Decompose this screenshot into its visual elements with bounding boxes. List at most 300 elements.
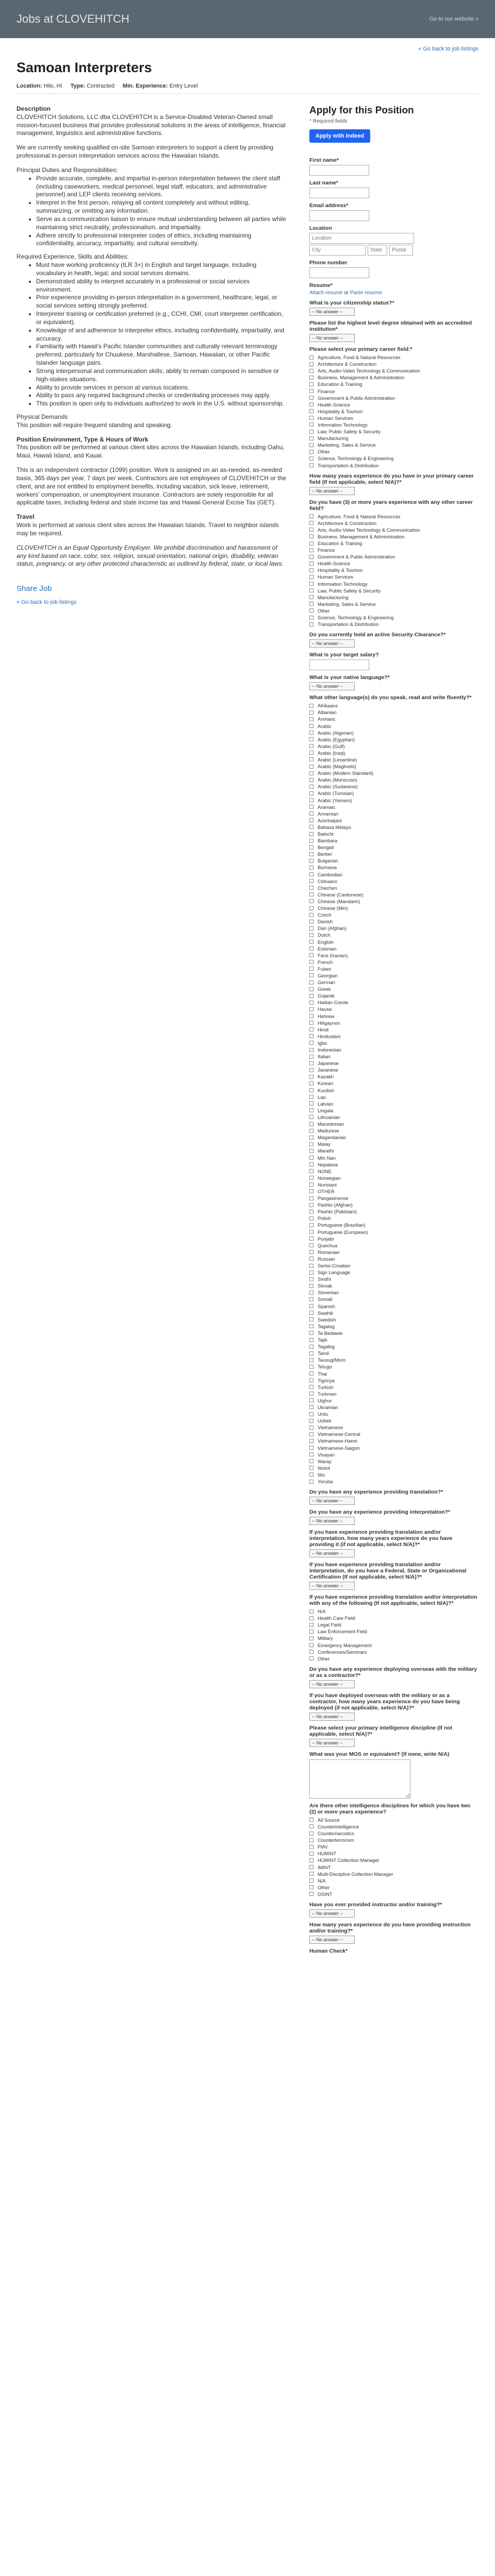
checkbox-option[interactable] — [309, 1330, 477, 1336]
checkbox-option[interactable] — [309, 1175, 477, 1181]
checkbox-option[interactable] — [309, 1303, 477, 1310]
checkbox[interactable] — [309, 1824, 314, 1828]
checkbox[interactable] — [309, 402, 314, 406]
checkbox[interactable] — [309, 879, 314, 883]
paste-resume-link[interactable]: Paste resume — [350, 290, 382, 296]
checkbox[interactable] — [309, 389, 314, 393]
checkbox-option[interactable] — [309, 722, 477, 729]
checkbox[interactable] — [309, 1452, 314, 1456]
last-name-input[interactable] — [309, 188, 369, 198]
certification-select[interactable]: -- No answer -- — [309, 1582, 355, 1590]
share-job-link[interactable]: Share Job — [16, 584, 52, 594]
checkbox[interactable] — [309, 886, 314, 890]
checkbox-option[interactable] — [309, 428, 477, 435]
checkbox[interactable] — [309, 1257, 314, 1261]
checkbox[interactable] — [309, 798, 314, 802]
checkbox[interactable] — [309, 953, 314, 957]
checkbox[interactable] — [309, 980, 314, 985]
checkbox[interactable] — [309, 616, 314, 620]
checkbox-option[interactable] — [309, 354, 477, 361]
checkbox[interactable] — [309, 595, 314, 599]
checkbox-option[interactable] — [309, 1404, 477, 1411]
checkbox-option[interactable] — [309, 1817, 477, 1823]
checkbox[interactable] — [309, 892, 314, 896]
checkbox-option[interactable] — [309, 709, 477, 716]
checkbox-option[interactable] — [309, 1465, 477, 1471]
postal-input[interactable] — [389, 245, 413, 256]
checkbox[interactable] — [309, 1616, 314, 1620]
checkbox-option[interactable] — [309, 1837, 477, 1843]
checkbox[interactable] — [309, 1656, 314, 1660]
checkbox-option[interactable] — [309, 972, 477, 979]
checkbox[interactable] — [309, 1176, 314, 1180]
checkbox[interactable] — [309, 582, 314, 586]
checkbox[interactable] — [309, 832, 314, 836]
checkbox-option[interactable] — [309, 1080, 477, 1087]
checkbox-option[interactable] — [309, 520, 477, 527]
checkbox[interactable] — [309, 987, 314, 991]
checkbox-option[interactable] — [309, 1628, 477, 1635]
checkbox-option[interactable] — [309, 1262, 477, 1269]
checkbox-option[interactable] — [309, 547, 477, 553]
checkbox[interactable] — [309, 1472, 314, 1477]
checkbox[interactable] — [309, 1858, 314, 1862]
checkbox-option[interactable] — [309, 965, 477, 972]
checkbox[interactable] — [309, 1088, 314, 1092]
checkbox-option[interactable] — [309, 621, 477, 628]
checkbox[interactable] — [309, 1027, 314, 1031]
checkbox[interactable] — [309, 1236, 314, 1241]
checkbox-option[interactable] — [309, 938, 477, 945]
checkbox-option[interactable] — [309, 594, 477, 601]
checkbox-option[interactable] — [309, 513, 477, 520]
checkbox-option[interactable] — [309, 1891, 477, 1897]
checkbox[interactable] — [309, 436, 314, 440]
interpretation-exp-select[interactable]: -- No answer -- — [309, 1517, 355, 1525]
checkbox-option[interactable] — [309, 1242, 477, 1249]
checkbox[interactable] — [309, 1405, 314, 1409]
checkbox[interactable] — [309, 1041, 314, 1045]
checkbox[interactable] — [309, 1878, 314, 1883]
checkbox[interactable] — [309, 534, 314, 538]
checkbox-option[interactable] — [309, 1147, 477, 1154]
checkbox[interactable] — [309, 1371, 314, 1376]
years-career-select[interactable]: -- No answer -- — [309, 487, 355, 495]
checkbox[interactable] — [309, 906, 314, 910]
checkbox-option[interactable] — [309, 1188, 477, 1195]
checkbox[interactable] — [309, 1216, 314, 1221]
checkbox-option[interactable] — [309, 1296, 477, 1302]
checkbox-option[interactable] — [309, 1823, 477, 1830]
checkbox[interactable] — [309, 845, 314, 850]
checkbox[interactable] — [309, 450, 314, 454]
checkbox-option[interactable] — [309, 945, 477, 952]
checkbox-option[interactable] — [309, 1060, 477, 1066]
checkbox-option[interactable] — [309, 1424, 477, 1431]
checkbox-option[interactable] — [309, 1134, 477, 1141]
checkbox[interactable] — [309, 785, 314, 789]
checkbox-option[interactable] — [309, 763, 477, 770]
checkbox-option[interactable] — [309, 931, 477, 938]
checkbox-option[interactable] — [309, 1013, 477, 1020]
checkbox[interactable] — [309, 1650, 314, 1654]
deployed-select[interactable]: -- No answer -- — [309, 1680, 355, 1688]
checkbox-option[interactable] — [309, 730, 477, 736]
checkbox[interactable] — [309, 1398, 314, 1402]
checkbox[interactable] — [309, 1818, 314, 1822]
checkbox-option[interactable] — [309, 1377, 477, 1384]
language-years-select[interactable]: -- No answer -- — [309, 1549, 355, 1557]
checkbox-option[interactable] — [309, 1208, 477, 1215]
checkbox[interactable] — [309, 1095, 314, 1099]
checkbox[interactable] — [309, 430, 314, 434]
checkbox[interactable] — [309, 872, 314, 876]
checkbox[interactable] — [309, 1189, 314, 1193]
checkbox-option[interactable] — [309, 1343, 477, 1350]
checkbox-option[interactable] — [309, 1458, 477, 1465]
first-name-input[interactable] — [309, 165, 369, 176]
checkbox-option[interactable] — [309, 395, 477, 401]
checkbox[interactable] — [309, 548, 314, 552]
checkbox-option[interactable] — [309, 857, 477, 864]
checkbox[interactable] — [309, 622, 314, 626]
checkbox[interactable] — [309, 1311, 314, 1315]
checkbox-option[interactable] — [309, 1850, 477, 1857]
city-input[interactable] — [309, 245, 366, 256]
checkbox[interactable] — [309, 724, 314, 728]
checkbox[interactable] — [309, 1304, 314, 1308]
checkbox[interactable] — [309, 717, 314, 721]
citizenship-select[interactable]: -- No answer -- — [309, 308, 355, 316]
checkbox[interactable] — [309, 866, 314, 870]
checkbox[interactable] — [309, 1446, 314, 1450]
checkbox[interactable] — [309, 355, 314, 360]
checkbox[interactable] — [309, 933, 314, 937]
state-input[interactable] — [368, 245, 387, 256]
location-input[interactable] — [309, 233, 414, 244]
checkbox[interactable] — [309, 608, 314, 613]
checkbox-option[interactable] — [309, 533, 477, 540]
checkbox-option[interactable] — [309, 1222, 477, 1228]
checkbox-option[interactable] — [309, 878, 477, 885]
checkbox[interactable] — [309, 1432, 314, 1436]
checkbox-option[interactable] — [309, 979, 477, 986]
checkbox[interactable] — [309, 926, 314, 930]
checkbox-option[interactable] — [309, 1655, 477, 1662]
checkbox[interactable] — [309, 1358, 314, 1362]
checkbox[interactable] — [309, 899, 314, 903]
checkbox-option[interactable] — [309, 1316, 477, 1323]
checkbox-option[interactable] — [309, 1357, 477, 1363]
checkbox-option[interactable] — [309, 1026, 477, 1033]
checkbox-option[interactable] — [309, 824, 477, 831]
checkbox[interactable] — [309, 555, 314, 559]
apply-with-indeed-button[interactable]: Apply with Indeed — [309, 129, 370, 143]
checkbox-option[interactable] — [309, 797, 477, 804]
checkbox-option[interactable] — [309, 527, 477, 533]
checkbox[interactable] — [309, 1426, 314, 1430]
checkbox[interactable] — [309, 1250, 314, 1254]
checkbox-option[interactable] — [309, 587, 477, 594]
checkbox-option[interactable] — [309, 1350, 477, 1357]
salary-input[interactable] — [309, 659, 369, 670]
checkbox[interactable] — [309, 811, 314, 816]
checkbox-option[interactable] — [309, 415, 477, 421]
checkbox-option[interactable] — [309, 448, 477, 455]
checkbox-option[interactable] — [309, 959, 477, 965]
checkbox-option[interactable] — [309, 408, 477, 415]
checkbox[interactable] — [309, 751, 314, 755]
checkbox-option[interactable] — [309, 1863, 477, 1870]
checkbox-option[interactable] — [309, 864, 477, 871]
checkbox[interactable] — [309, 1338, 314, 1342]
checkbox-option[interactable] — [309, 1154, 477, 1161]
checkbox-option[interactable] — [309, 1871, 477, 1877]
checkbox[interactable] — [309, 1007, 314, 1011]
checkbox-option[interactable] — [309, 925, 477, 931]
checkbox-option[interactable] — [309, 367, 477, 374]
checkbox[interactable] — [309, 791, 314, 795]
checkbox[interactable] — [309, 1317, 314, 1321]
checkbox[interactable] — [309, 1623, 314, 1627]
checkbox-option[interactable] — [309, 607, 477, 614]
checkbox[interactable] — [309, 744, 314, 748]
checkbox-option[interactable] — [309, 1391, 477, 1397]
checkbox-option[interactable] — [309, 831, 477, 837]
checkbox-option[interactable] — [309, 560, 477, 567]
checkbox-option[interactable] — [309, 804, 477, 810]
checkbox[interactable] — [309, 463, 314, 467]
checkbox[interactable] — [309, 1014, 314, 1018]
checkbox-option[interactable] — [309, 573, 477, 580]
checkbox[interactable] — [309, 1439, 314, 1443]
checkbox-option[interactable] — [309, 401, 477, 408]
checkbox[interactable] — [309, 568, 314, 572]
checkbox[interactable] — [309, 765, 314, 769]
checkbox[interactable] — [309, 514, 314, 518]
checkbox-option[interactable] — [309, 1417, 477, 1424]
checkbox-option[interactable] — [309, 1269, 477, 1276]
checkbox[interactable] — [309, 1832, 314, 1836]
checkbox[interactable] — [309, 1892, 314, 1896]
website-link[interactable]: Go to our website » — [429, 16, 478, 22]
checkbox[interactable] — [309, 1149, 314, 1153]
checkbox[interactable] — [309, 1136, 314, 1140]
checkbox[interactable] — [309, 376, 314, 380]
checkbox-option[interactable] — [309, 1478, 477, 1485]
checkbox[interactable] — [309, 1156, 314, 1160]
checkbox[interactable] — [309, 920, 314, 924]
checkbox-option[interactable] — [309, 1437, 477, 1444]
checkbox[interactable] — [309, 940, 314, 944]
checkbox[interactable] — [309, 1838, 314, 1842]
checkbox-option[interactable] — [309, 581, 477, 587]
checkbox[interactable] — [309, 1182, 314, 1187]
checkbox[interactable] — [309, 575, 314, 579]
checkbox[interactable] — [309, 1419, 314, 1423]
checkbox[interactable] — [309, 1865, 314, 1869]
checkbox[interactable] — [309, 1412, 314, 1416]
checkbox[interactable] — [309, 1101, 314, 1106]
checkbox-option[interactable] — [309, 1323, 477, 1330]
checkbox[interactable] — [309, 1885, 314, 1889]
checkbox-option[interactable] — [309, 837, 477, 844]
checkbox-option[interactable] — [309, 810, 477, 817]
checkbox[interactable] — [309, 994, 314, 998]
checkbox[interactable] — [309, 1034, 314, 1038]
checkbox[interactable] — [309, 1331, 314, 1335]
checkbox[interactable] — [309, 1270, 314, 1275]
instructor-select[interactable]: -- No answer -- — [309, 1909, 355, 1918]
checkbox[interactable] — [309, 1055, 314, 1059]
checkbox[interactable] — [309, 967, 314, 971]
checkbox[interactable] — [309, 1351, 314, 1355]
checkbox-option[interactable] — [309, 898, 477, 905]
checkbox-option[interactable] — [309, 1094, 477, 1100]
checkbox-option[interactable] — [309, 770, 477, 776]
checkbox[interactable] — [309, 1162, 314, 1166]
checkbox-option[interactable] — [309, 1114, 477, 1121]
checkbox-option[interactable] — [309, 1073, 477, 1080]
checkbox[interactable] — [309, 416, 314, 420]
checkbox-option[interactable] — [309, 614, 477, 621]
checkbox-option[interactable] — [309, 387, 477, 394]
checkbox-option[interactable] — [309, 1621, 477, 1628]
checkbox-option[interactable] — [309, 1843, 477, 1850]
attach-resume-link[interactable]: Attach resume — [309, 290, 343, 296]
clearance-select[interactable]: -- No answer -- — [309, 639, 355, 648]
checkbox[interactable] — [309, 1392, 314, 1396]
phone-input[interactable] — [309, 267, 369, 278]
checkbox-option[interactable] — [309, 1235, 477, 1242]
checkbox-option[interactable] — [309, 1471, 477, 1478]
checkbox-option[interactable] — [309, 1127, 477, 1134]
checkbox[interactable] — [309, 362, 314, 366]
checkbox[interactable] — [309, 1203, 314, 1207]
checkbox-option[interactable] — [309, 999, 477, 1006]
checkbox-option[interactable] — [309, 1397, 477, 1404]
checkbox-option[interactable] — [309, 381, 477, 387]
checkbox-option[interactable] — [309, 891, 477, 898]
checkbox-option[interactable] — [309, 1087, 477, 1094]
checkbox-option[interactable] — [309, 1046, 477, 1053]
checkbox-option[interactable] — [309, 1100, 477, 1107]
checkbox-option[interactable] — [309, 567, 477, 573]
checkbox-option[interactable] — [309, 844, 477, 851]
checkbox-option[interactable] — [309, 1107, 477, 1114]
checkbox[interactable] — [309, 704, 314, 708]
native-language-select[interactable]: -- No answer -- — [309, 682, 355, 690]
checkbox-option[interactable] — [309, 1310, 477, 1316]
checkbox[interactable] — [309, 1480, 314, 1484]
checkbox-option[interactable] — [309, 1033, 477, 1040]
checkbox-option[interactable] — [309, 1141, 477, 1147]
checkbox[interactable] — [309, 396, 314, 400]
checkbox-option[interactable] — [309, 1229, 477, 1235]
checkbox[interactable] — [309, 1385, 314, 1389]
checkbox[interactable] — [309, 1115, 314, 1119]
checkbox[interactable] — [309, 859, 314, 863]
mos-textarea[interactable] — [309, 1759, 410, 1799]
checkbox[interactable] — [309, 1223, 314, 1227]
checkbox-option[interactable] — [309, 1282, 477, 1289]
checkbox-option[interactable] — [309, 1830, 477, 1837]
checkbox[interactable] — [309, 1169, 314, 1173]
checkbox[interactable] — [309, 1277, 314, 1281]
checkbox[interactable] — [309, 1324, 314, 1328]
checkbox[interactable] — [309, 737, 314, 741]
checkbox[interactable] — [309, 946, 314, 951]
checkbox[interactable] — [309, 825, 314, 829]
checkbox-option[interactable] — [309, 435, 477, 442]
email-input[interactable] — [309, 210, 369, 221]
checkbox-option[interactable] — [309, 1195, 477, 1201]
checkbox-option[interactable] — [309, 374, 477, 381]
checkbox[interactable] — [309, 1075, 314, 1079]
checkbox[interactable] — [309, 1001, 314, 1005]
checkbox-option[interactable] — [309, 1181, 477, 1188]
checkbox-option[interactable] — [309, 851, 477, 857]
checkbox-option[interactable] — [309, 1256, 477, 1262]
checkbox[interactable] — [309, 1459, 314, 1463]
checkbox[interactable] — [309, 852, 314, 856]
checkbox[interactable] — [309, 1048, 314, 1052]
checkbox-option[interactable] — [309, 1168, 477, 1175]
checkbox[interactable] — [309, 456, 314, 461]
checkbox[interactable] — [309, 973, 314, 977]
checkbox[interactable] — [309, 1021, 314, 1025]
checkbox[interactable] — [309, 1264, 314, 1268]
checkbox-option[interactable] — [309, 783, 477, 790]
checkbox-option[interactable] — [309, 1201, 477, 1208]
intel-discipline-select[interactable]: -- No answer -- — [309, 1739, 355, 1747]
checkbox-option[interactable] — [309, 462, 477, 469]
checkbox[interactable] — [309, 1284, 314, 1288]
checkbox-option[interactable] — [309, 885, 477, 891]
checkbox[interactable] — [309, 1852, 314, 1856]
translation-exp-select[interactable]: -- No answer -- — [309, 1497, 355, 1505]
checkbox[interactable] — [309, 1872, 314, 1876]
checkbox-option[interactable] — [309, 1642, 477, 1649]
checkbox[interactable] — [309, 1142, 314, 1146]
checkbox-option[interactable] — [309, 911, 477, 918]
checkbox[interactable] — [309, 1466, 314, 1470]
checkbox[interactable] — [309, 521, 314, 525]
checkbox[interactable] — [309, 913, 314, 917]
checkbox-option[interactable] — [309, 790, 477, 796]
checkbox-option[interactable] — [309, 1384, 477, 1391]
checkbox-option[interactable] — [309, 442, 477, 448]
checkbox[interactable] — [309, 805, 314, 809]
checkbox-option[interactable] — [309, 1635, 477, 1641]
checkbox-option[interactable] — [309, 750, 477, 756]
checkbox[interactable] — [309, 1365, 314, 1369]
checkbox-option[interactable] — [309, 1370, 477, 1377]
checkbox-option[interactable] — [309, 1608, 477, 1615]
checkbox-option[interactable] — [309, 1615, 477, 1621]
checkbox-option[interactable] — [309, 1363, 477, 1370]
checkbox[interactable] — [309, 1243, 314, 1247]
checkbox-option[interactable] — [309, 776, 477, 783]
checkbox[interactable] — [309, 731, 314, 735]
checkbox-option[interactable] — [309, 1053, 477, 1060]
checkbox-option[interactable] — [309, 986, 477, 992]
checkbox-option[interactable] — [309, 1040, 477, 1046]
checkbox[interactable] — [309, 1122, 314, 1126]
checkbox-option[interactable] — [309, 743, 477, 750]
checkbox-option[interactable] — [309, 992, 477, 999]
checkbox[interactable] — [309, 1643, 314, 1647]
